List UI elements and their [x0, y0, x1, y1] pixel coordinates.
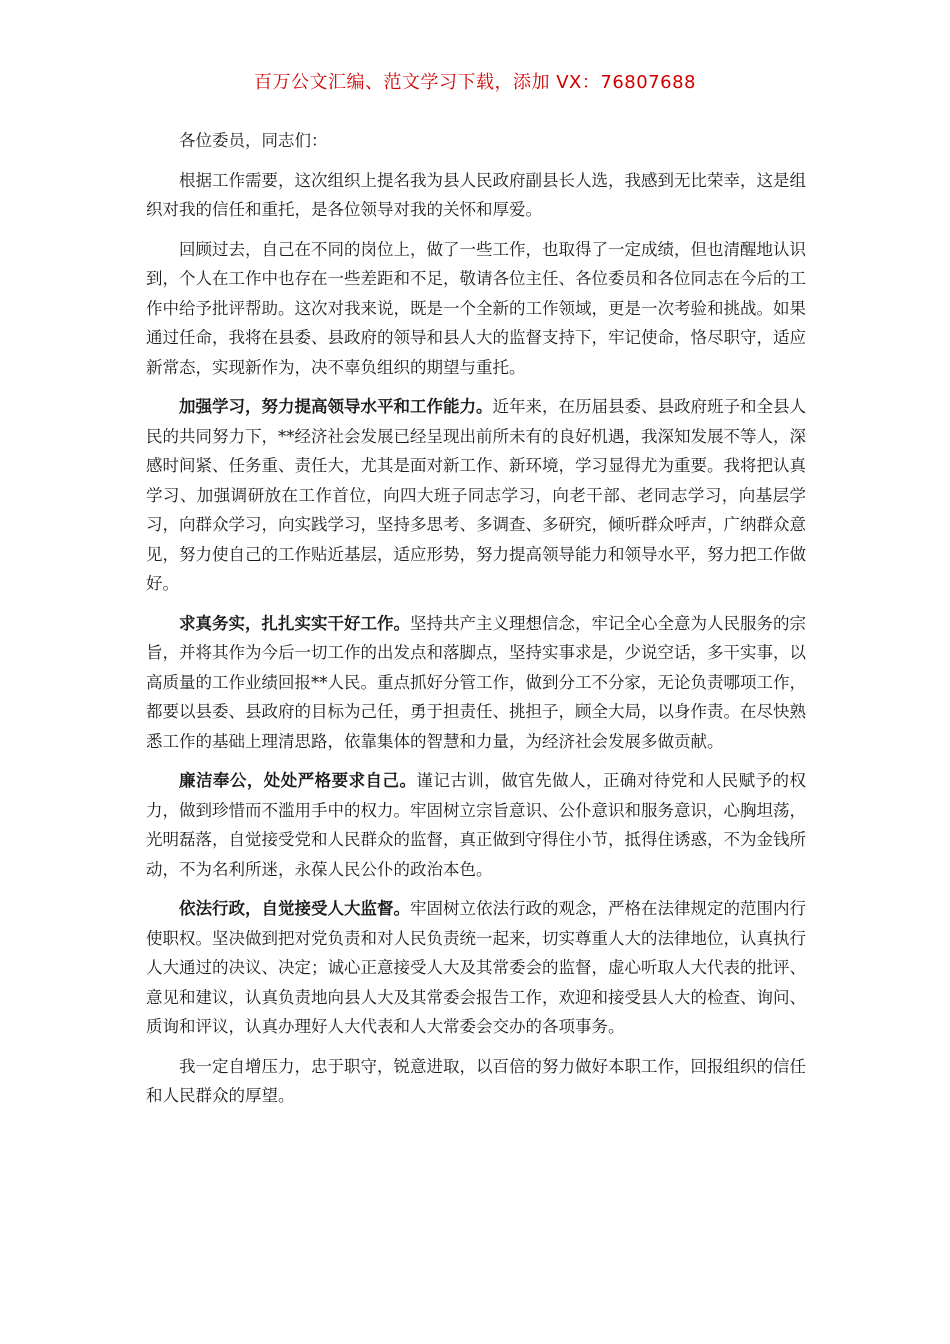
paragraph-integrity [146, 766, 806, 884]
paragraph-body: 近年来，在历届县委、县政府班子和全县人民的共同努力下，**经济社会发展已经呈现出前所未有的良好机遇，我深知发展不等人，深感时间紧、任务重、责任大，尤其是面对新工作、新环境，学习显得尤为重要。我将把认真学习、加强调研放在工作首位，向四大班子同志学习，向老干部、老同志学习，向基层学习，向群众学习，向实践学习，坚持多思考、多调查、多研究，倾听群众呼声，广纳群众意见，努力使自己的工作贴近基层，适应形势，努力提高领导能力和领导水平，努力把工作做好。 [146, 397, 806, 593]
paragraph-body: 根据工作需要，这次组织上提名我为县人民政府副县长人选，我感到无比荣幸，这是组织对我的信任和重托，是各位领导对我的关怀和厚爱。 [146, 170, 806, 219]
document-body [146, 126, 806, 1121]
paragraph-lead: 廉洁奉公，处处严格要求自己。 [179, 771, 417, 790]
paragraph-lead: 加强学习，努力提高领导水平和工作能力。 [179, 397, 493, 416]
paragraph-intro [146, 166, 806, 225]
paragraph-law [146, 894, 806, 1042]
paragraph-body: 坚持共产主义理想信念，牢记全心全意为人民服务的宗旨，并将其作为今后一切工作的出发点和落脚点，坚持实事求是，少说空话，多干实事，以高质量的工作业绩回报**人民。重点抓好分管工作，做到分工不分家，无论负责哪项工作，都要以县委、县政府的目标为己任，勇于担责任、挑担子，顾全大局，以身作责。在尽快熟悉工作的基础上理清思路，依靠集体的智慧和力量，为经济社会发展多做贡献。 [146, 613, 806, 751]
paragraph-closing [146, 1052, 806, 1111]
paragraph-study [146, 392, 806, 599]
paragraph-body: 我一定自增压力，忠于职守，锐意进取，以百倍的努力做好本职工作，回报组织的信任和人民群众的厚望。 [146, 1056, 806, 1105]
paragraph-practical [146, 609, 806, 757]
paragraph-review [146, 235, 806, 383]
paragraph-lead: 求真务实，扎扎实实干好工作。 [179, 613, 410, 633]
header-banner: 百万公文汇编、范文学习下载，添加 VX：76807688 [254, 72, 696, 93]
paragraph-body: 牢固树立依法行政的观念，严格在法律规定的范围内行使职权。坚决做到把对党负责和对人民负责统一起来，切实尊重人大的法律地位，认真执行人大通过的决议、决定；诚心正意接受人大及其常委会的监督，虚心听取人大代表的批评、意见和建议，认真负责地向县人大及其常委会报告工作，欢迎和接受县人大的检查、询问、质询和评议，认真办理好人大代表和人大常委会交办的各项事务。 [146, 899, 806, 1036]
paragraph-lead: 依法行政，自觉接受人大监督。 [179, 899, 410, 918]
salutation: 各位委员，同志们： [179, 131, 328, 150]
paragraph-body: 回顾过去，自己在不同的岗位上，做了一些工作，也取得了一定成绩，但也清醒地认识到，个人在工作中也存在一些差距和不足，敬请各位主任、各位委员和各位同志在今后的工作中给予批评帮助。这次对我来说，既是一个全新的工作领域，更是一次考验和挑战。如果通过任命，我将在县委、县政府的领导和县人大的监督支持下，牢记使命，恪尽职守，适应新常态，实现新作为，决不辜负组织的期望与重托。 [146, 239, 806, 377]
paragraph-body: 谨记古训，做官先做人，正确对待党和人民赋予的权力，做到珍惜而不滥用手中的权力。牢固树立宗旨意识、公仆意识和服务意识，心胸坦荡，光明磊落，自觉接受党和人民群众的监督，真正做到守得住小节，抵得住诱惑，不为金钱所动，不为名利所迷，永葆人民公仆的政治本色。 [146, 771, 807, 879]
